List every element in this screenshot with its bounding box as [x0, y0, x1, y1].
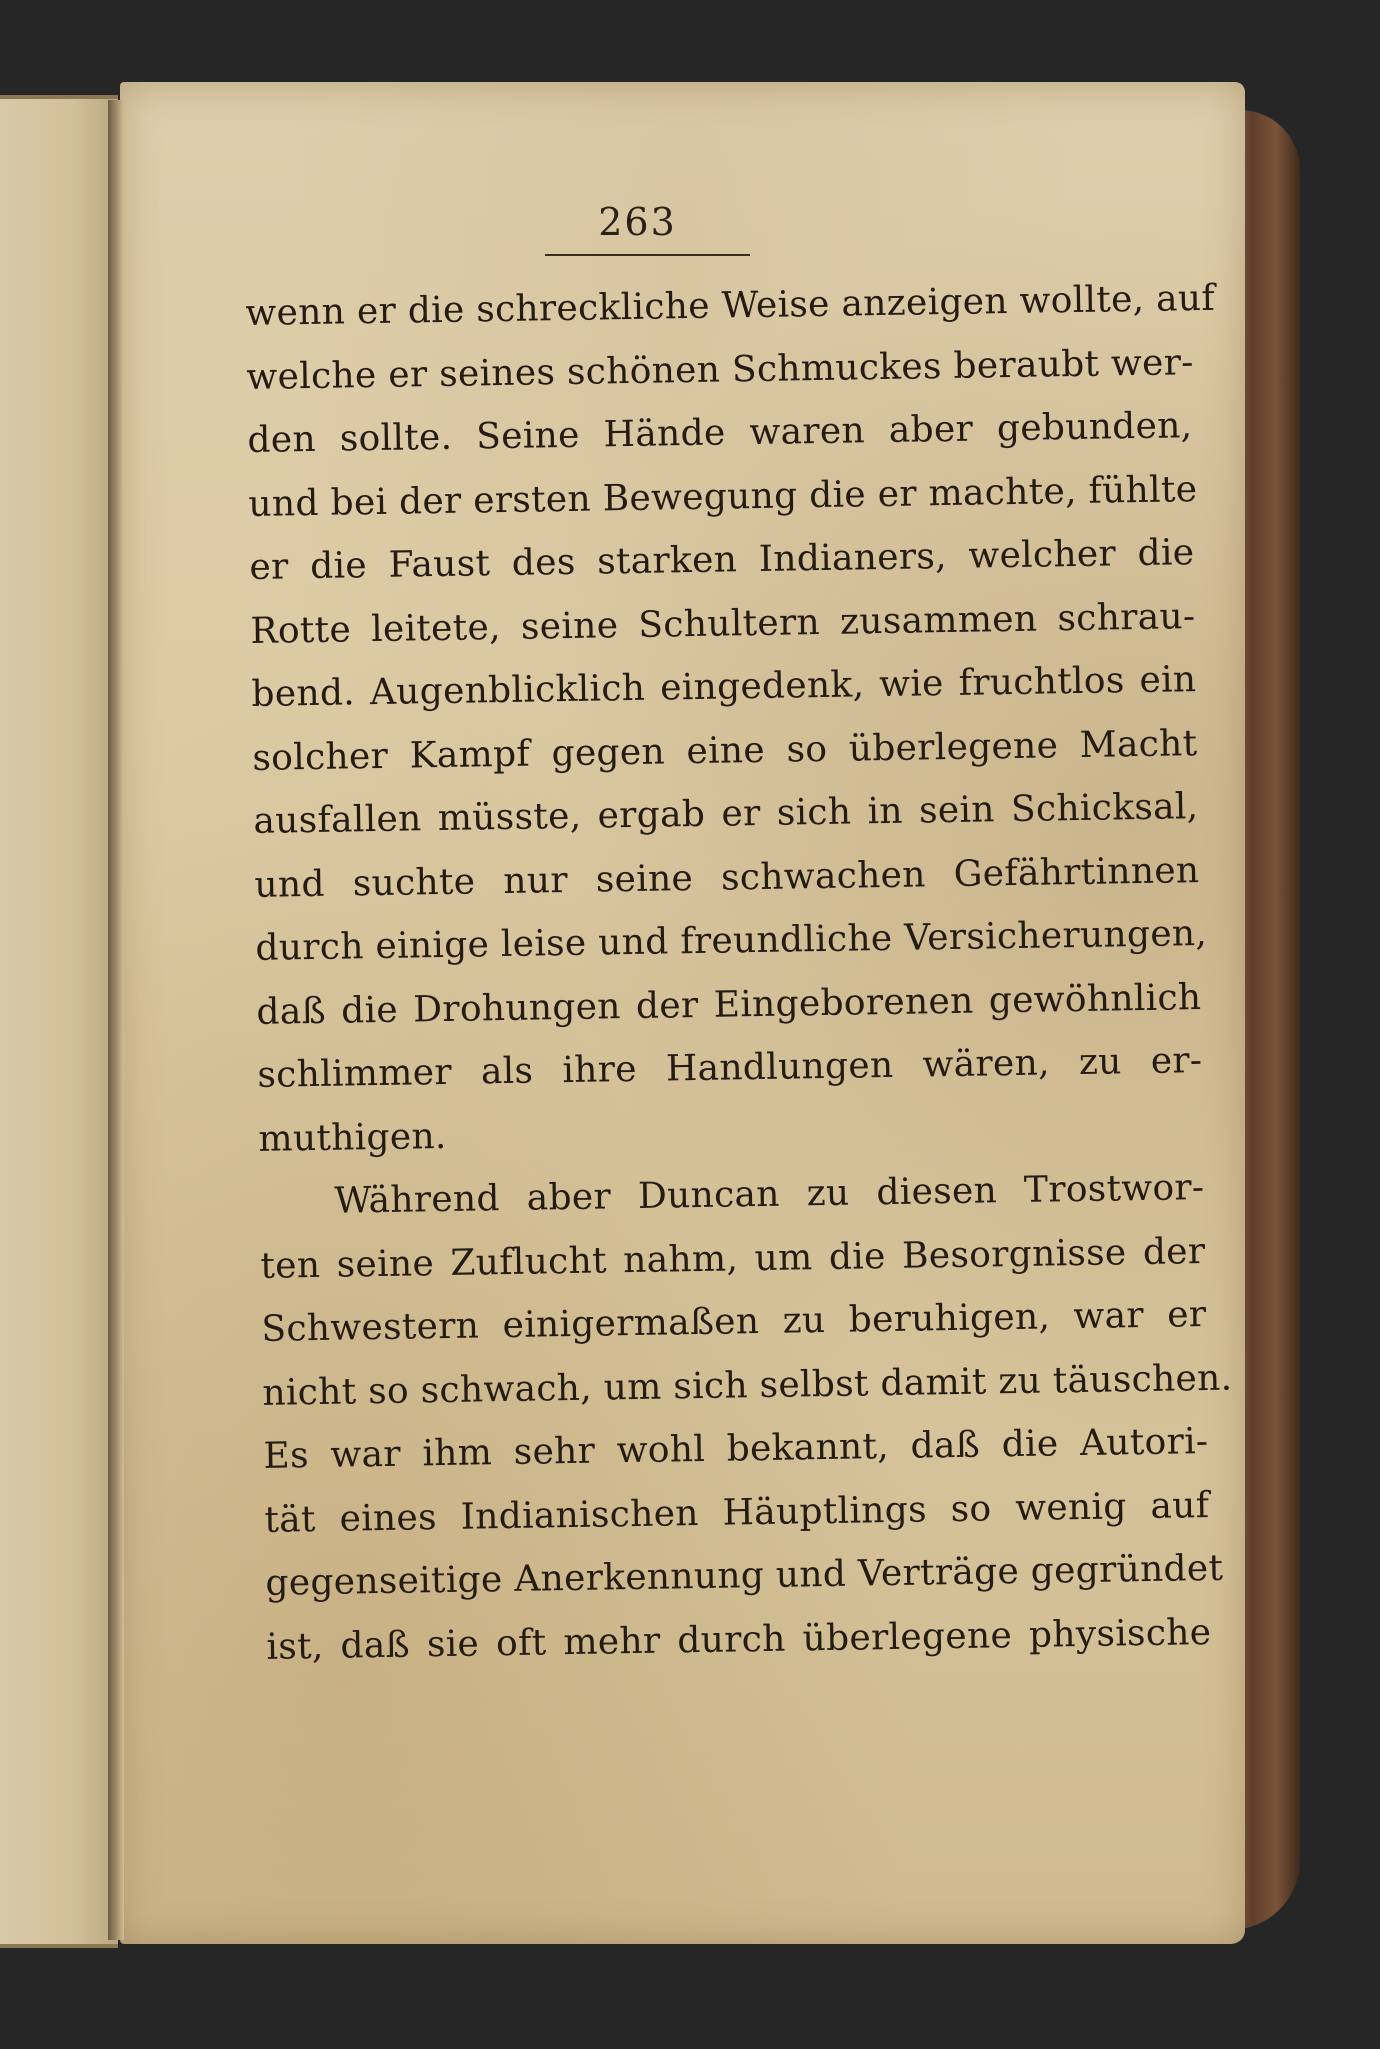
text-line: wenn er die schreckliche Weise anzeigen wollte, auf [245, 277, 1216, 334]
text-line: muthigen. [258, 1115, 447, 1160]
text-line: ten seine Zuflucht nahm, um die Besorgnisse der [260, 1230, 1206, 1287]
text-line: bend. Augenblicklich eingedenk, wie fruchtlos ein [251, 659, 1197, 715]
text-line: daß die Drohungen der Eingeborenen gewöhnlich [256, 976, 1202, 1033]
text-line: gegenseitige Anerkennung und Verträge gegründet [265, 1547, 1224, 1604]
text-line: ist, daß sie oft mehr durch überlegene physische [266, 1611, 1212, 1668]
book-page [120, 82, 1245, 1944]
header-rule [545, 254, 750, 256]
text-line: Schwestern einigermaßen zu beruhigen, war er [261, 1294, 1207, 1350]
text-line: welche er seines schönen Schmuckes beraubt wer- [246, 341, 1194, 398]
text-line: nicht so schwach, um sich selbst damit zu täuschen. [262, 1357, 1233, 1414]
text-line: den sollte. Seine Hände waren aber gebunden, [247, 405, 1193, 461]
text-line: durch einige leise und freundliche Versicherungen, [255, 912, 1208, 969]
text-line: und bei der ersten Bewegung die er machte, fühlte [248, 468, 1198, 525]
text-line: tät eines Indianischen Häuptlings so wenig auf [264, 1484, 1210, 1541]
facing-page-edge [0, 95, 118, 1948]
book-gutter [108, 100, 124, 1940]
text-line: Es war ihm sehr wohl bekannt, daß die Autori- [263, 1421, 1209, 1477]
text-line: schlimmer als ihre Handlungen wären, zu er- [257, 1040, 1203, 1096]
text-line: Rotte leitete, seine Schultern zusammen schrau- [250, 595, 1196, 652]
text-line: er die Faust des starken Indianers, welcher die [249, 532, 1195, 588]
text-line: und suchte nur seine schwachen Gefährtinnen [254, 849, 1200, 906]
text-line: ausfallen müsste, ergab er sich in sein Schicksal, [253, 786, 1199, 842]
text-line: solcher Kampf gegen eine so überlegene Macht [252, 722, 1198, 779]
page-number: 263 [598, 200, 677, 244]
text-line: Während aber Duncan zu diesen Trostwor- [334, 1167, 1205, 1222]
body-text [245, 267, 1233, 1679]
